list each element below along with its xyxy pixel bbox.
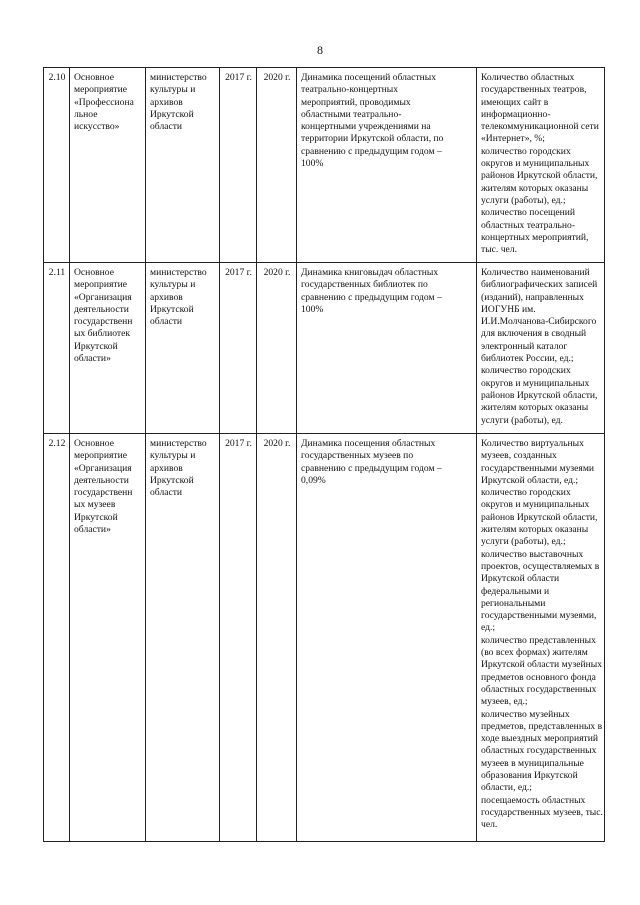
executor-cell-line: архивов bbox=[150, 462, 183, 474]
target-cell-line: территории Иркутской области, по bbox=[301, 133, 444, 145]
indicators-cell-line: библиографических записей bbox=[481, 279, 598, 291]
executor-cell-line: области bbox=[150, 316, 183, 328]
indicators-cell-line: имеющих сайт в bbox=[481, 96, 549, 108]
target-cell-line: государственных музеев по bbox=[301, 450, 414, 462]
event-cell-line: мероприятие bbox=[74, 450, 127, 462]
indicators-cell-line: ходе выездных мероприятий bbox=[481, 733, 598, 745]
target-cell-line: театрально-концертных bbox=[301, 84, 399, 96]
row-number-cell: 2.11 bbox=[44, 263, 70, 434]
indicators-cell-line: количество городских bbox=[481, 487, 571, 499]
indicators-cell-line: услуги (работы), ед.; bbox=[481, 194, 566, 206]
program-table bbox=[43, 67, 605, 842]
indicators-cell-line: государственных музеев, тыс. bbox=[481, 806, 603, 818]
target-cell-line: 100% bbox=[301, 158, 324, 170]
indicators-cell bbox=[477, 68, 605, 263]
indicators-cell-line: телекоммуникационной сети bbox=[481, 121, 599, 133]
event-cell-line: государственн bbox=[74, 487, 133, 499]
row-number-cell: 2.12 bbox=[44, 434, 70, 842]
indicators-cell-line: государственными музеями, bbox=[481, 610, 597, 622]
indicators-cell-line: чел. bbox=[481, 819, 498, 831]
target-cell-line: 0,09% bbox=[301, 474, 326, 486]
indicators-cell-line: образования Иркутской bbox=[481, 770, 578, 782]
indicators-cell-line: количество музейных bbox=[481, 708, 570, 720]
indicators-cell-line: (изданий), направленных bbox=[481, 291, 584, 303]
executor-cell-line: области bbox=[150, 487, 183, 499]
event-cell-line: области» bbox=[74, 524, 111, 536]
indicators-cell-line: ед.; bbox=[481, 622, 496, 634]
executor-cell-line: министерство bbox=[150, 438, 207, 449]
indicators-cell-line: округов и муниципальных bbox=[481, 377, 590, 389]
indicators-cell-line: областных государственных bbox=[481, 745, 597, 757]
indicators-cell-line: услуги (работы), ед. bbox=[481, 414, 563, 426]
target-cell bbox=[297, 434, 477, 842]
start-year-cell: 2017 г. bbox=[220, 263, 257, 434]
indicators-cell-line: электронный каталог bbox=[481, 340, 568, 352]
indicators-cell-line: областных театрально- bbox=[481, 219, 576, 231]
event-cell-line: «Организация bbox=[74, 291, 132, 303]
table-row bbox=[44, 68, 605, 263]
indicators-cell-line: районов Иркутской области, bbox=[481, 511, 598, 523]
indicators-cell-line: количество выставочных bbox=[481, 548, 584, 560]
target-cell-line: сравнению с предыдущим годом – bbox=[301, 462, 442, 474]
indicators-cell-line: федеральными и bbox=[481, 585, 550, 597]
target-cell bbox=[297, 68, 477, 263]
indicators-cell-line: жителям которых оказаны bbox=[481, 524, 589, 536]
indicators-cell-line: информационно- bbox=[481, 108, 551, 120]
indicators-cell bbox=[477, 434, 605, 842]
indicators-cell-line: районов Иркутской области, bbox=[481, 170, 598, 182]
indicators-cell-line: библиотек России, ед.; bbox=[481, 353, 574, 365]
target-cell-line: Динамика посещений областных bbox=[301, 72, 437, 83]
executor-cell-line: министерство bbox=[150, 267, 207, 278]
event-cell-line: деятельности bbox=[74, 474, 129, 486]
row-number-cell: 2.10 bbox=[44, 68, 70, 263]
target-cell-line: концертными учреждениями на bbox=[301, 121, 431, 133]
indicators-cell-line: количество представленных bbox=[481, 634, 596, 646]
indicators-cell-line: Количество наименований bbox=[481, 267, 590, 278]
executor-cell bbox=[146, 68, 220, 263]
table-body bbox=[44, 68, 605, 842]
executor-cell-line: культуры и bbox=[150, 84, 196, 96]
indicators-cell-line: ИОГУНБ им. bbox=[481, 303, 536, 315]
event-cell-line: Основное bbox=[74, 72, 114, 83]
indicators-cell-line: государственными музеями bbox=[481, 462, 595, 474]
indicators-cell-line: Иркутской области, ед.; bbox=[481, 474, 579, 486]
target-cell bbox=[297, 263, 477, 434]
executor-cell-line: культуры и bbox=[150, 279, 196, 291]
indicators-cell-line: жителям которых оказаны bbox=[481, 402, 589, 414]
executor-cell bbox=[146, 434, 220, 842]
target-cell-line: Динамика книговыдач областных bbox=[301, 267, 439, 278]
event-cell-line: мероприятие bbox=[74, 84, 127, 96]
indicators-cell-line: Иркутской области музейных bbox=[481, 659, 603, 671]
target-cell-line: государственных библиотек по bbox=[301, 279, 428, 291]
indicators-cell-line: услуги (работы), ед.; bbox=[481, 536, 566, 548]
executor-cell-line: культуры и bbox=[150, 450, 196, 462]
indicators-cell-line: региональными bbox=[481, 597, 546, 609]
indicators-cell-line: количество городских bbox=[481, 145, 571, 157]
event-cell-line: «Организация bbox=[74, 462, 132, 474]
event-cell-line: Иркутской bbox=[74, 340, 118, 352]
indicators-cell-line: районов Иркутской области, bbox=[481, 389, 598, 401]
start-year-cell: 2017 г. bbox=[220, 434, 257, 842]
event-cell-line: мероприятие bbox=[74, 279, 127, 291]
indicators-cell-line: предметов, представленных в bbox=[481, 720, 603, 732]
indicators-cell-line: количество посещений bbox=[481, 207, 576, 219]
indicators-cell-line: области, ед.; bbox=[481, 782, 532, 794]
event-cell-line: Иркутской bbox=[74, 511, 118, 523]
event-cell-line: ых библиотек bbox=[74, 328, 131, 340]
executor-cell-line: области bbox=[150, 121, 183, 133]
indicators-cell bbox=[477, 263, 605, 434]
indicators-cell-line: музеев, ед.; bbox=[481, 696, 528, 708]
indicators-cell-line: государственных театров, bbox=[481, 84, 587, 96]
indicators-cell-line: И.И.Молчанова-Сибирского bbox=[481, 316, 597, 328]
executor-cell bbox=[146, 263, 220, 434]
event-cell-line: Основное bbox=[74, 438, 114, 449]
event-cell-line: государственн bbox=[74, 316, 133, 328]
target-cell-line: сравнению с предыдущим годом – bbox=[301, 145, 442, 157]
indicators-cell-line: Иркутской области bbox=[481, 573, 560, 585]
target-cell-line: сравнению с предыдущим годом – bbox=[301, 291, 442, 303]
start-year-cell: 2017 г. bbox=[220, 68, 257, 263]
page-number: 8 bbox=[317, 43, 323, 57]
indicators-cell-line: округов и муниципальных bbox=[481, 499, 590, 511]
executor-cell-line: министерство bbox=[150, 72, 207, 83]
indicators-cell-line: Количество виртуальных bbox=[481, 438, 584, 449]
indicators-cell-line: областных государственных bbox=[481, 683, 597, 695]
indicators-cell-line: концертных мероприятий, bbox=[481, 231, 589, 243]
indicators-cell-line: «Интернет», %; bbox=[481, 133, 545, 145]
executor-cell-line: архивов bbox=[150, 96, 183, 108]
end-year-cell: 2020 г. bbox=[257, 263, 297, 434]
indicators-cell-line: округов и муниципальных bbox=[481, 158, 590, 170]
executor-cell-line: Иркутской bbox=[150, 474, 194, 486]
end-year-cell: 2020 г. bbox=[257, 434, 297, 842]
event-cell-line: Основное bbox=[74, 267, 114, 278]
table-row bbox=[44, 434, 605, 842]
indicators-cell-line: количество городских bbox=[481, 365, 571, 377]
executor-cell-line: архивов bbox=[150, 291, 183, 303]
target-cell-line: Динамика посещения областных bbox=[301, 438, 436, 449]
indicators-cell-line: проектов, осуществляемых в bbox=[481, 560, 600, 572]
executor-cell-line: Иркутской bbox=[150, 303, 194, 315]
event-cell-line: «Профессиона bbox=[74, 96, 134, 108]
indicators-cell-line: музеев в муниципальные bbox=[481, 757, 584, 769]
target-cell-line: областными театрально- bbox=[301, 108, 402, 120]
executor-cell-line: Иркутской bbox=[150, 108, 194, 120]
indicators-cell-line: тыс. чел. bbox=[481, 244, 517, 256]
indicators-cell-line: предметов основного фонда bbox=[481, 671, 596, 683]
indicators-cell-line: музеев, созданных bbox=[481, 450, 557, 462]
indicators-cell-line: Количество областных bbox=[481, 72, 575, 83]
indicators-cell-line: (во всех формах) жителям bbox=[481, 647, 588, 659]
event-cell-line: ых музеев bbox=[74, 499, 116, 511]
indicators-cell-line: жителям которых оказаны bbox=[481, 182, 589, 194]
table-row bbox=[44, 263, 605, 434]
event-cell bbox=[70, 68, 146, 263]
target-cell-line: 100% bbox=[301, 303, 324, 315]
event-cell-line: искусство» bbox=[74, 121, 120, 133]
indicators-cell-line: посещаемость областных bbox=[481, 794, 586, 806]
event-cell-line: области» bbox=[74, 353, 111, 365]
event-cell-line: льное bbox=[74, 108, 98, 120]
target-cell-line: мероприятий, проводимых bbox=[301, 96, 411, 108]
event-cell bbox=[70, 434, 146, 842]
event-cell bbox=[70, 263, 146, 434]
event-cell-line: деятельности bbox=[74, 303, 129, 315]
indicators-cell-line: для включения в сводный bbox=[481, 328, 587, 340]
end-year-cell: 2020 г. bbox=[257, 68, 297, 263]
